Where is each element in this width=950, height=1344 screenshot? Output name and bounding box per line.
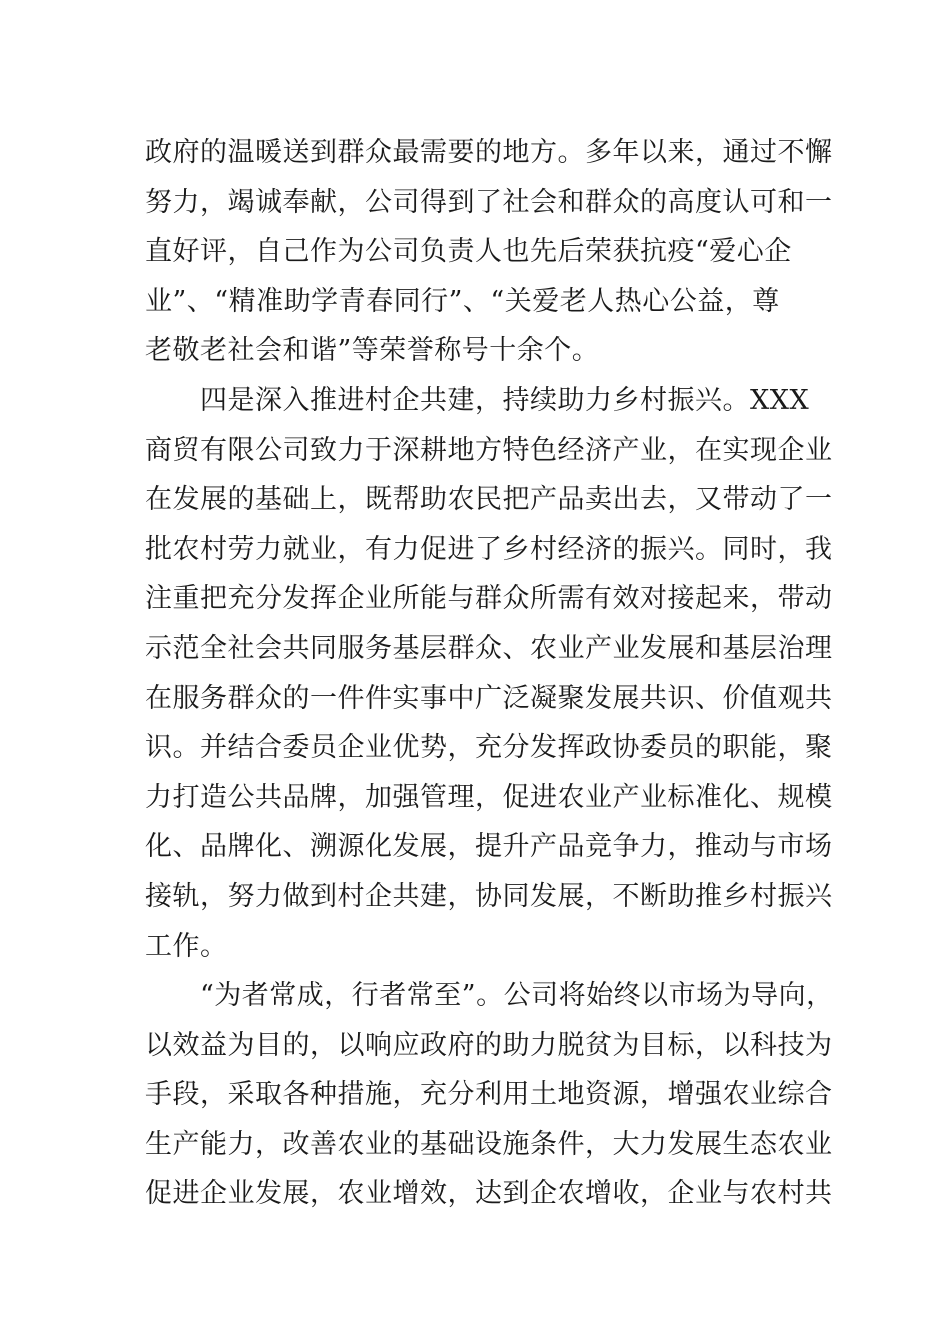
text-line: 注重把充分发挥企业所能与群众所需有效对接起来，带动 bbox=[145, 583, 833, 615]
text-line: 化、品牌化、溯源化发展，提升产品竞争力，推动与市场 bbox=[145, 831, 833, 863]
text-line: 政府的温暖送到群众最需要的地方。多年以来，通过不懈 bbox=[145, 137, 833, 168]
text-line: 老敬老社会和谐”等荣誉称号十余个。 bbox=[145, 335, 600, 367]
text-line: 以效益为目的，以响应政府的助力脱贫为目标，以科技为 bbox=[145, 1029, 833, 1061]
text-line: 力打造公共品牌，加强管理，促进农业产业标准化、规模 bbox=[145, 781, 833, 813]
text-line: 努力，竭诚奉献，公司得到了社会和群众的高度认可和一 bbox=[145, 186, 833, 218]
text-line: 工作。 bbox=[145, 930, 228, 962]
text-line: 业”、“精准助学青春同行”、“关爱老人热心公益，尊 bbox=[145, 285, 780, 317]
text-line: 批农村劳力就业，有力促进了乡村经济的振兴。同时，我 bbox=[145, 533, 833, 565]
text-line: 手段，采取各种措施，充分利用土地资源，增强农业综合 bbox=[145, 1079, 833, 1111]
text-line: 在发展的基础上，既帮助农民把产品卖出去，又带动了一 bbox=[145, 484, 833, 516]
text-line: 接轨，努力做到村企共建，协同发展，不断助推乡村振兴 bbox=[145, 880, 833, 912]
text-line: 商贸有限公司致力于深耕地方特色经济产业，在实现企业 bbox=[145, 434, 833, 466]
text-line: 识。并结合委员企业优势，充分发挥政协委员的职能，聚 bbox=[145, 732, 833, 764]
text-line: “为者常成，行者常至”。公司将始终以市场为导向， bbox=[145, 980, 834, 1012]
body-text bbox=[145, 128, 834, 1219]
text-line: 四是深入推进村企共建，持续助力乡村振兴。XXX bbox=[145, 384, 810, 416]
text-line: 在服务群众的一件件实事中广泛凝聚发展共识、价值观共 bbox=[145, 682, 833, 714]
text-line: 直好评，自己作为公司负责人也先后荣获抗疫“爱心企 bbox=[145, 236, 792, 268]
text-line: 生产能力，改善农业的基础设施条件，大力发展生态农业 bbox=[145, 1128, 833, 1160]
text-line: 示范全社会共同服务基层群众、农业产业发展和基层治理 bbox=[145, 632, 833, 664]
text-line: 促进企业发展，农业增效，达到企农增收，企业与农村共 bbox=[145, 1178, 833, 1210]
